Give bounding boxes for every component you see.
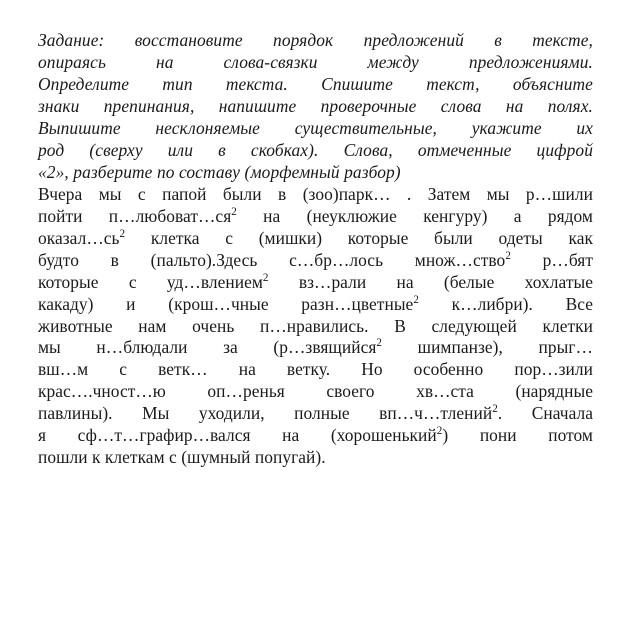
text-line: пошли к клеткам с (шумный попугай).: [38, 446, 326, 467]
text-line: мы н…блюдали за (р…звящийся$^2$ шимпанзе), прыг…: [38, 337, 593, 358]
text-line: пойти $п\dots любоват\dots ся^2$ на (неуклюжие кенгуру) а рядом: [38, 206, 593, 227]
morpheme-marker: 2: [376, 337, 383, 350]
morpheme-marker: 2: [119, 228, 126, 241]
morpheme-marker: 2: [262, 272, 269, 285]
task-line: опираясь на слова-связки между предложениями.: [38, 51, 593, 72]
task-line: знаки препинания, напишите проверочные слова на полях.: [38, 95, 593, 116]
text-line: павлины). Мы уходили, полные вп…ч…тлений$^2$. Сначала: [38, 402, 594, 423]
text-line: которые с уд…влением$^2$ вз…рали на (белые хохлатые: [38, 271, 593, 292]
morpheme-marker: 2: [413, 293, 419, 306]
text-line: вш…м с ветк… на ветку. Но особенно пор…зили: [38, 359, 593, 380]
task-line: «2», разберите по составу (морфемный разбор): [38, 161, 401, 182]
exercise-text-block: [38, 184, 593, 468]
task-line: Задание: восстановите порядок предложений в тексте,: [38, 30, 593, 50]
task-line: Выпишите несклоняемые существительные, укажите их: [38, 117, 593, 138]
task-line: род (сверху или в скобках). Слова, отмеченные цифрой: [38, 139, 593, 160]
morpheme-marker: 2: [436, 424, 443, 437]
text-line: я сф…т…графир…вался на (хорошенький$^2$) пони потом: [38, 424, 593, 445]
morpheme-marker: 2: [505, 250, 511, 263]
task-instruction-block: [38, 30, 593, 183]
morpheme-marker: 2: [492, 403, 498, 416]
task-line: Определите тип текста. Спишите текст, объясните: [38, 73, 593, 94]
text-line: какаду) и (крош…чные разн…цветные$^2$ к…либри). Все: [38, 293, 593, 314]
text-line: животные нам очень п…нравились. В следующей клетки: [38, 315, 593, 336]
morpheme-marker: 2: [231, 206, 237, 219]
text-line: $оказал\dots сь^2$ клетка с (мишки) которые были одеты как: [38, 228, 593, 249]
text-line: будто в (пальто).Здесь с…бр…лось множ…ство$^2$ р…бят: [38, 249, 594, 270]
text-line: Вчера мы с папой были в (зоо)парк… . Затем мы р…шили: [38, 184, 593, 205]
text-line: крас….чност…ю оп…ренья своего хв…ста (нарядные: [38, 381, 593, 402]
